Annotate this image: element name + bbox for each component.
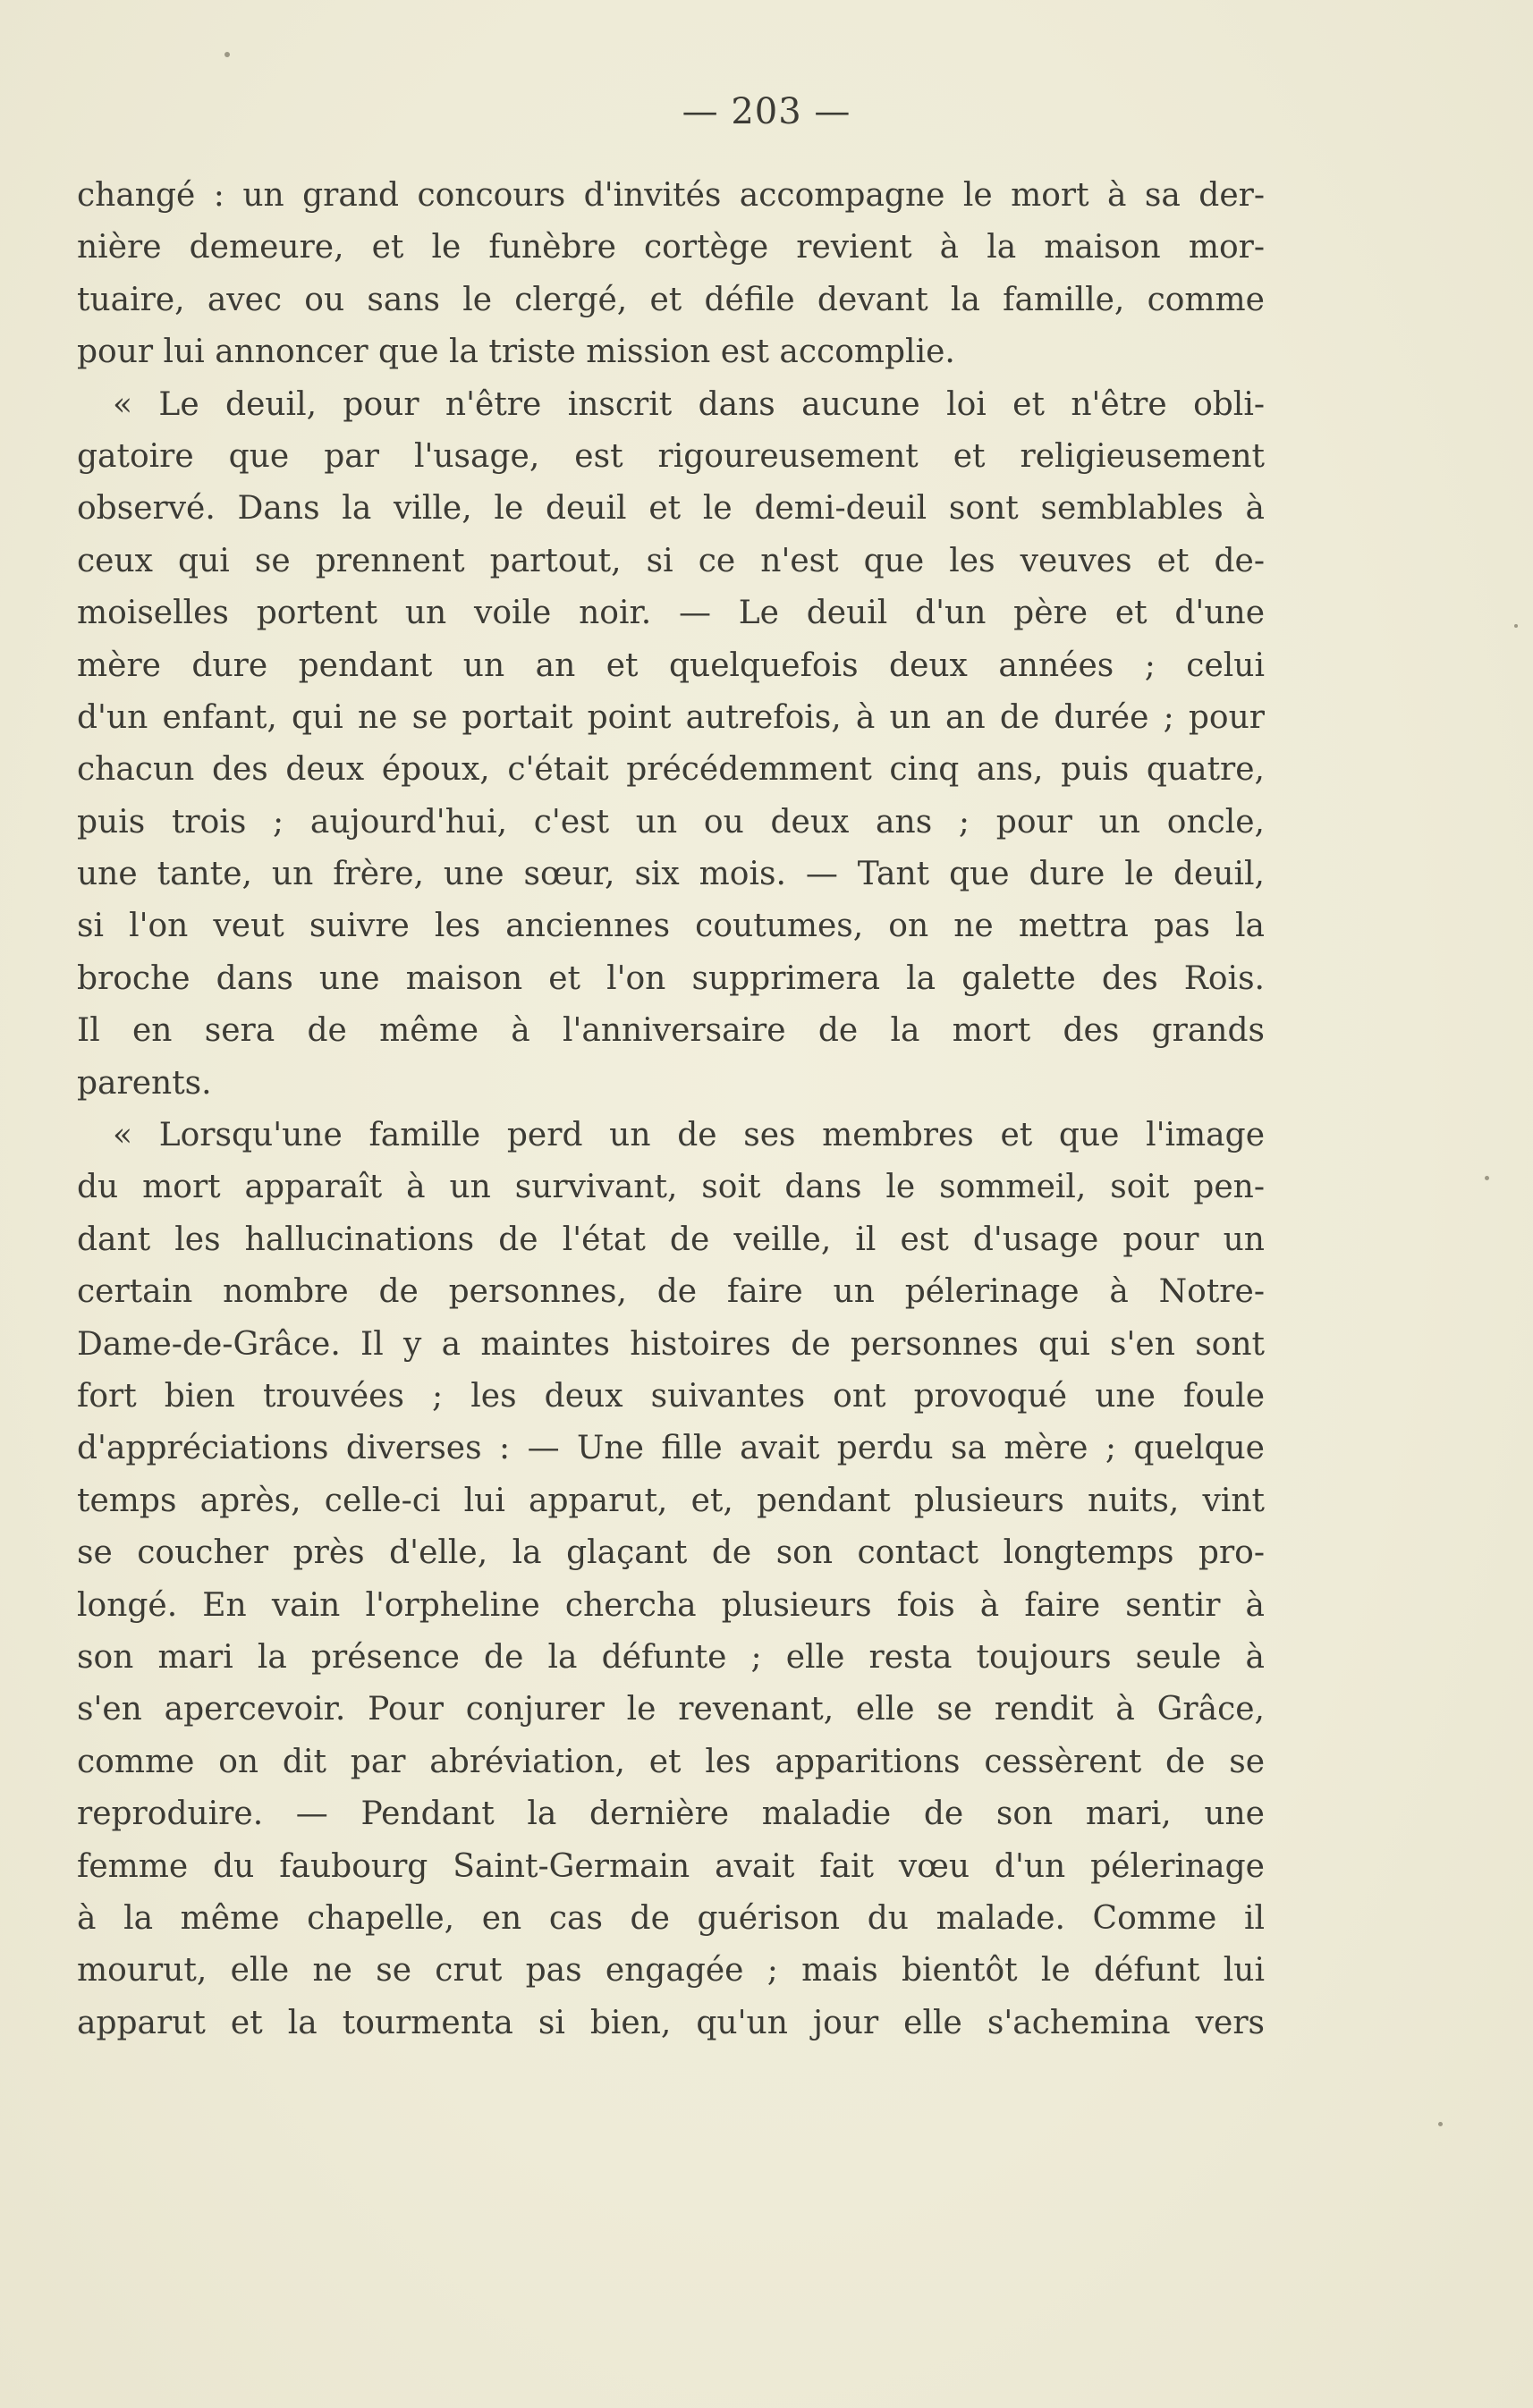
text-line: mère dure pendant un an et quelquefois deux années ; celui [77,646,1265,684]
text-line: « Lorsqu'une famille perd un de ses membres et que l'image [113,1117,1265,1154]
text-line: se coucher près d'elle, la glaçant de son contact longtemps pro- [77,1534,1265,1572]
text-line: d'un enfant, qui ne se portait point autrefois, à un an de durée ; pour [77,698,1265,736]
text-line: reproduire. — Pendant la dernière maladie de son mari, une [77,1795,1265,1833]
body-text [77,170,1265,2049]
text-line: fort bien trouvées ; les deux suivantes ont provoqué une foule [77,1377,1265,1415]
text-line: changé : un grand concours d'invités accompagne le mort à sa der- [77,177,1265,214]
text-line: broche dans une maison et l'on supprimera la galette des Rois. [77,959,1265,997]
text-line: du mort apparaît à un survivant, soit dans le sommeil, soit pen- [77,1169,1265,1206]
specks [224,52,230,57]
text-line: femme du faubourg Saint-Germain avait fait vœu d'un pélerinage [77,1847,1265,1885]
text-line: puis trois ; aujourd'hui, c'est un ou deux ans ; pour un oncle, [77,803,1265,841]
text-line: « Le deuil, pour n'être inscrit dans aucune loi et n'être obli- [113,385,1265,423]
text-line: dant les hallucinations de l'état de veille, il est d'usage pour un [77,1221,1265,1258]
page-number: — 203 — [682,91,851,132]
text-line: ceux qui se prennent partout, si ce n'est que les veuves et de- [77,542,1265,579]
text-line: mourut, elle ne se crut pas engagée ; mais bientôt le défunt lui [77,1952,1265,1990]
text-line: son mari la présence de la défunte ; elle resta toujours seule à [77,1638,1265,1676]
specks [1485,1176,1489,1180]
specks [1514,624,1518,628]
text-line: chacun des deux époux, c'était précédemment cinq ans, puis quatre, [77,751,1265,789]
specks [1438,2122,1443,2126]
text-line: Il en sera de même à l'anniversaire de la mort des grands [77,1012,1265,1050]
text-line: observé. Dans la ville, le deuil et le demi-deuil sont semblables à [77,490,1265,528]
text-line: si l'on veut suivre les anciennes coutumes, on ne mettra pas la [77,908,1265,945]
text-line: d'appréciations diverses : — Une fille avait perdu sa mère ; quelque [77,1430,1265,1467]
text-line: une tante, un frère, une sœur, six mois. — Tant que dure le deuil, [77,856,1265,893]
text-line: à la même chapelle, en cas de guérison du malade. Comme il [77,1899,1265,1937]
text-line: comme on dit par abréviation, et les apparitions cessèrent de se [77,1743,1265,1780]
text-line: apparut et la tourmenta si bien, qu'un jour elle s'achemina vers [77,2004,1265,2041]
text-line: pour lui annoncer que la triste mission est accomplie. [77,334,955,371]
text-line: moiselles portent un voile noir. — Le deuil d'un père et d'une [77,595,1265,632]
text-line: s'en apercevoir. Pour conjurer le revenant, elle se rendit à Grâce, [77,1691,1265,1728]
text-line: certain nombre de personnes, de faire un pélerinage à Notre- [77,1273,1265,1311]
text-line: gatoire que par l'usage, est rigoureusement et religieusement [77,437,1265,475]
text-line: tuaire, avec ou sans le clergé, et défile devant la famille, comme [77,281,1265,318]
text-line: longé. En vain l'orpheline chercha plusieurs fois à faire sentir à [77,1586,1265,1624]
text-line: Dame-de-Grâce. Il y a maintes histoires de personnes qui s'en sont [77,1325,1265,1363]
text-line: nière demeure, et le funèbre cortège revient à la maison mor- [77,229,1265,266]
text-line: temps après, celle-ci lui apparut, et, pendant plusieurs nuits, vint [77,1482,1265,1519]
text-line: parents. [77,1064,212,1102]
